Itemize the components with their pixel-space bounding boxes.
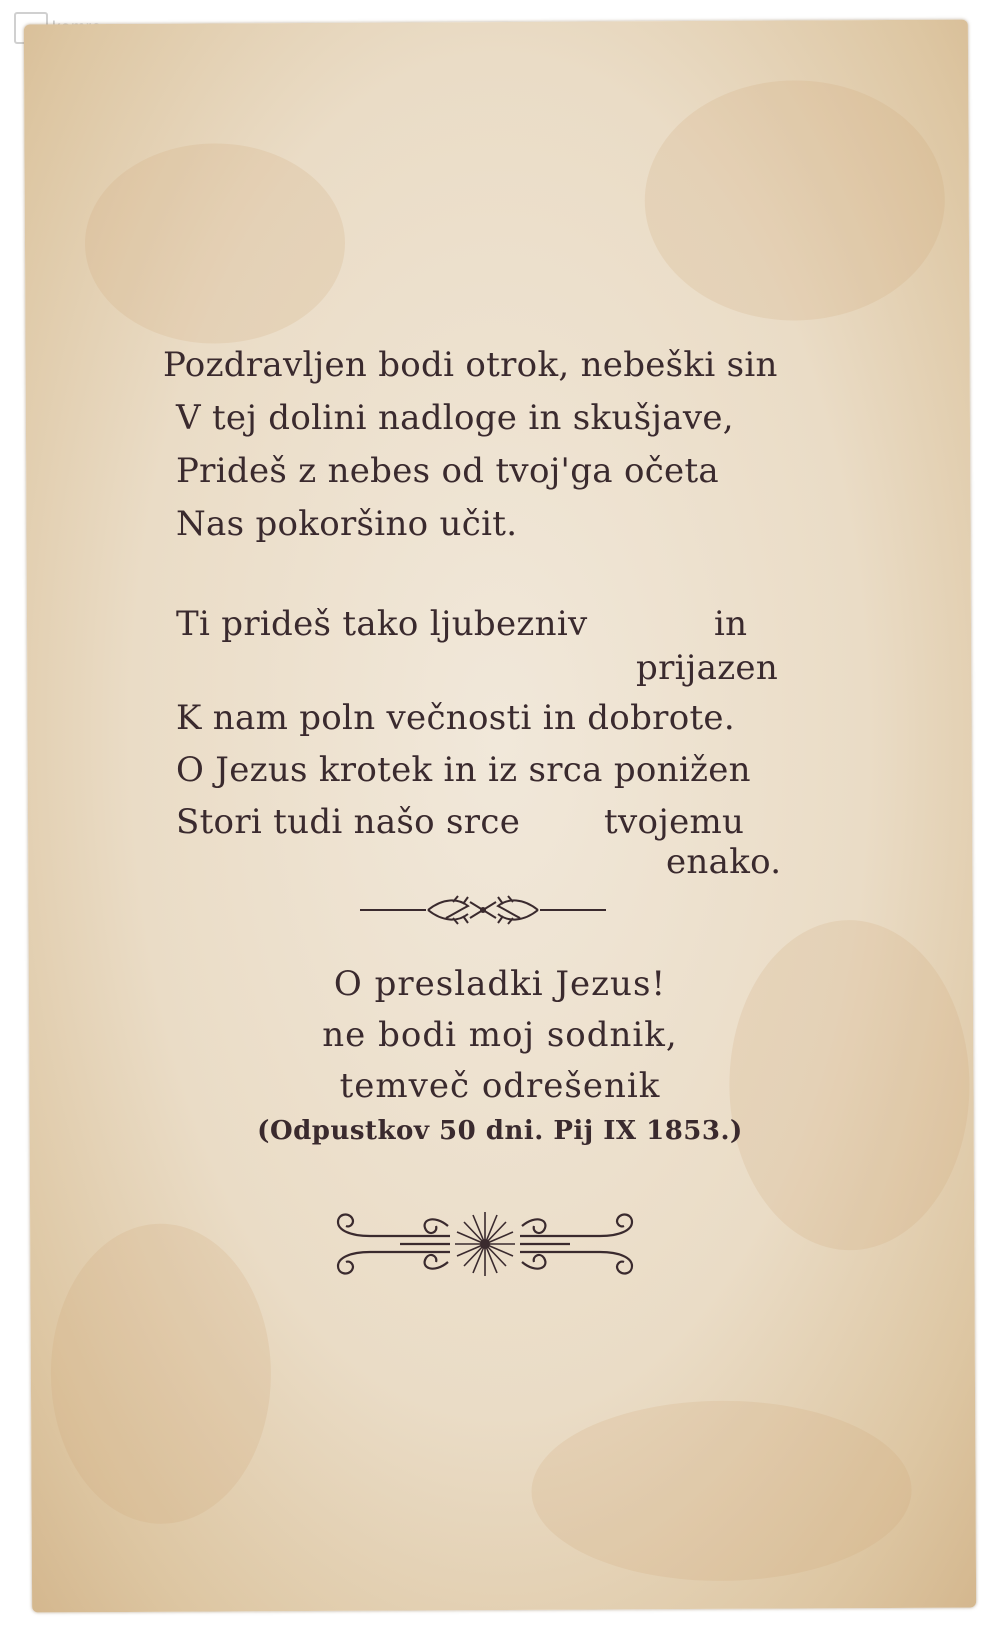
stanza2-line-2: K nam poln večnosti in dobrote. [176, 698, 735, 738]
stanza1-line-3: Prideš z nebes od tvoj'ga očeta [176, 451, 720, 491]
scroll-ornament-icon [330, 1206, 640, 1282]
stanza2-line-1-end: in [714, 604, 748, 644]
stanza2-line-4-end: tvojemu [604, 802, 745, 842]
stanza1-line-2: V tej dolini nadloge in skušjave, [176, 398, 734, 438]
stanza2-line-1-wrap: prijazen [636, 648, 779, 688]
prayer-line-3: temveč odrešenik [339, 1066, 661, 1106]
stanza2-line-4-wrap: enako. [666, 842, 782, 882]
indulgence-note: (Odpustkov 50 dni. Pij IX 1853.) [257, 1116, 743, 1146]
stanza2-line-1: Ti prideš tako ljubezniv [176, 604, 588, 644]
prayer-line-1: O presladki Jezus! [333, 964, 667, 1004]
stanza2-line-3: O Jezus krotek in iz srca ponižen [176, 750, 751, 790]
stanza2-line-4: Stori tudi našo srce [176, 802, 521, 842]
stanza1-line-4: Nas pokoršino učit. [176, 504, 518, 544]
prayer-line-2: ne bodi moj sodnik, [322, 1015, 678, 1055]
stanza1-line-1: Pozdravljen bodi otrok, nebeški sin [163, 345, 778, 385]
divider-ornament-icon [358, 892, 608, 928]
